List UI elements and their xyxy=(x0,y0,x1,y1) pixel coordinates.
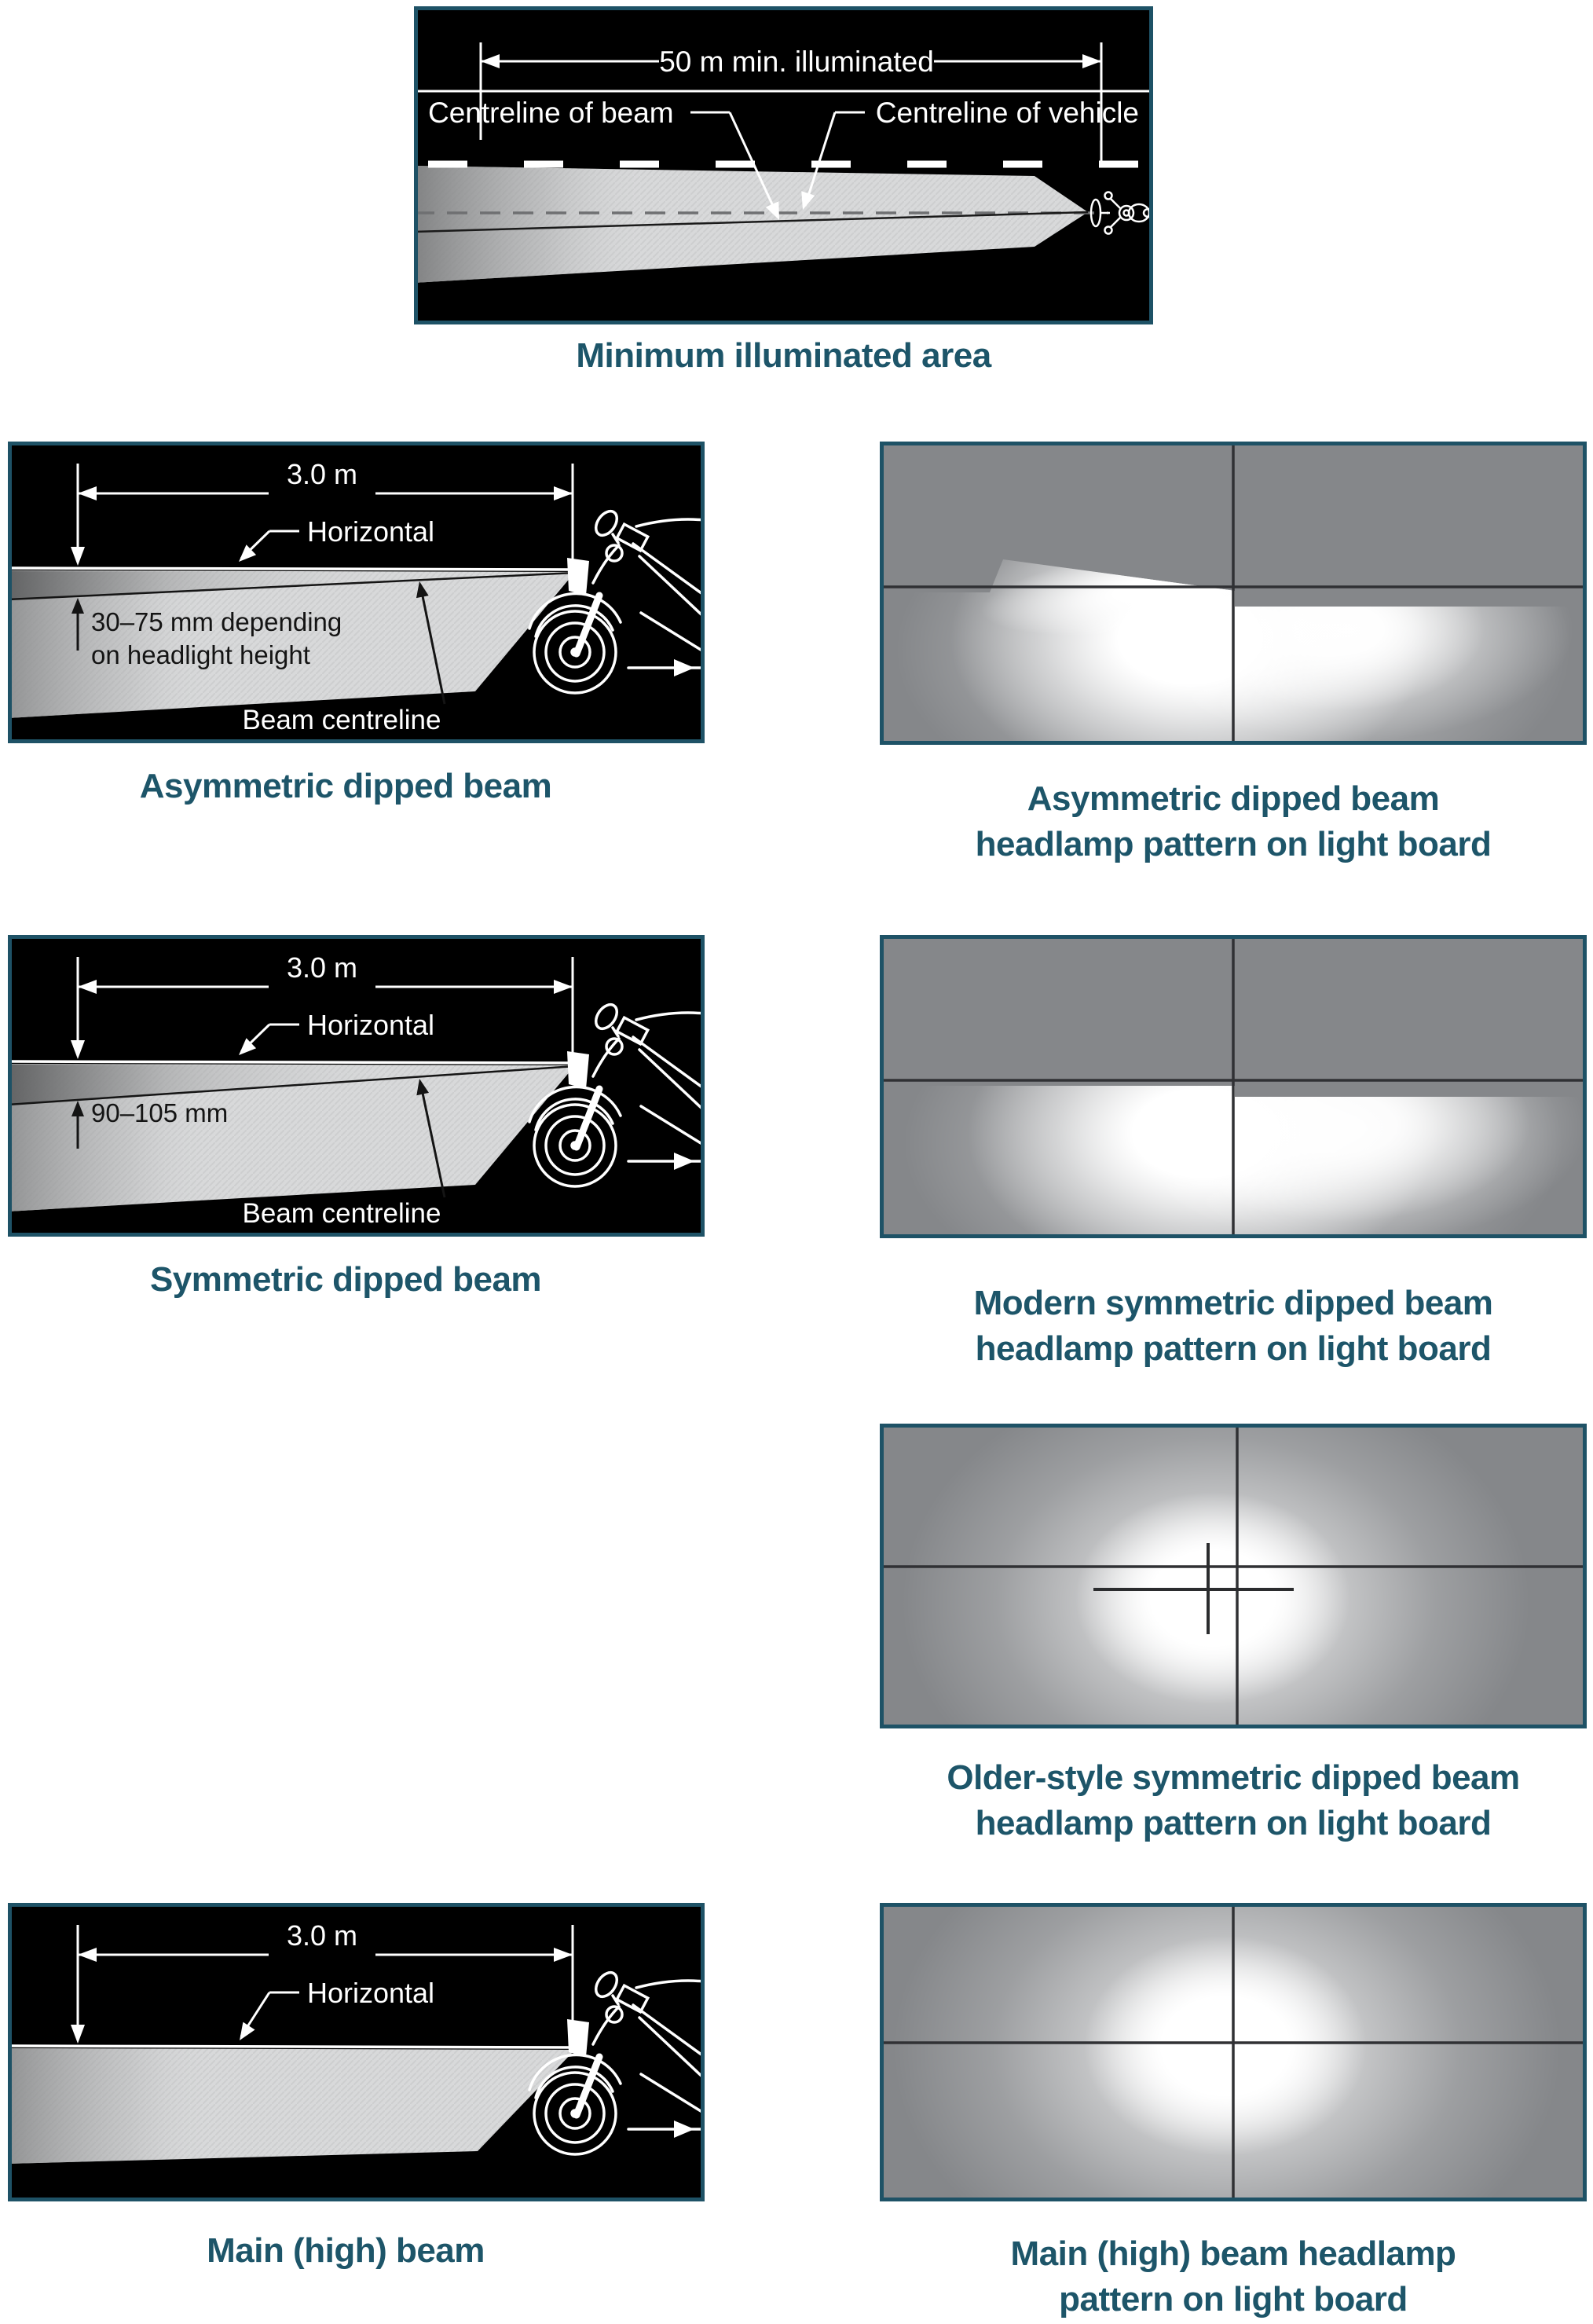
modern-symmetric-board-caption xyxy=(880,1281,1587,1372)
main-beam-diagram xyxy=(8,1903,705,2201)
older-symmetric-board-caption-line1: Older-style symmetric dipped beam xyxy=(947,1758,1520,1797)
symmetric-dipped-beam-diagram xyxy=(8,935,705,1237)
modern-symmetric-pattern-board xyxy=(880,935,1587,1238)
modern-symmetric-pattern-diagram xyxy=(880,935,1587,1238)
main-beam-pattern-diagram xyxy=(880,1903,1587,2201)
older-beam-glow xyxy=(902,1424,1530,1728)
drop-range-label-line2: on headlight height xyxy=(91,640,310,669)
horizontal-reference-line xyxy=(8,1061,578,1063)
symmetric-dipped-beam-panel xyxy=(8,935,705,1237)
main-beam-panel xyxy=(8,1903,705,2201)
main-beam-board-caption-line2: pattern on light board xyxy=(1059,2280,1408,2319)
asymmetric-board-caption-line2: headlamp pattern on light board xyxy=(975,825,1492,864)
minimum-illuminated-area-caption: Minimum illuminated area xyxy=(576,336,991,375)
dimension-3m-label: 3.0 m xyxy=(286,951,358,984)
dimension-3m-label: 3.0 m xyxy=(286,1919,358,1952)
asymmetric-pattern-board xyxy=(880,442,1587,745)
drop-range-label-line1: 30–75 mm depending xyxy=(91,607,342,636)
minimum-illuminated-area-panel xyxy=(414,6,1153,324)
asymmetric-dipped-beam-panel xyxy=(8,442,705,743)
horizontal-label: Horizontal xyxy=(306,1009,435,1041)
horizontal-label: Horizontal xyxy=(306,515,435,548)
horizontal-reference-line xyxy=(8,2046,578,2047)
minimum-illuminated-area-diagram xyxy=(414,6,1153,324)
asymmetric-board-caption xyxy=(880,776,1587,867)
asymmetric-board-caption-line1: Asymmetric dipped beam xyxy=(1027,779,1440,818)
dimension-3m-label: 3.0 m xyxy=(286,458,358,490)
main-beam-board-caption-line1: Main (high) beam headlamp xyxy=(1010,2234,1456,2273)
horizontal-reference-line xyxy=(8,568,578,570)
beam-centreline-label: Beam centreline xyxy=(242,705,441,735)
main-beam-caption: Main (high) beam xyxy=(207,2231,485,2270)
modern-symmetric-board-caption-line1: Modern symmetric dipped beam xyxy=(973,1284,1493,1322)
dimension-50m-label: 50 m min. illuminated xyxy=(659,46,934,78)
modern-symmetric-board-caption-line2: headlamp pattern on light board xyxy=(975,1329,1492,1369)
asymmetric-dipped-beam-caption: Asymmetric dipped beam xyxy=(139,767,552,805)
older-symmetric-board-caption-line2: headlamp pattern on light board xyxy=(975,1804,1492,1843)
older-symmetric-board-caption xyxy=(880,1755,1587,1846)
asymmetric-pattern-diagram xyxy=(880,442,1587,745)
beam-centreline-label: Beam centreline xyxy=(242,1198,441,1229)
horizontal-label: Horizontal xyxy=(306,1977,435,2009)
drop-range-label: 90–105 mm xyxy=(91,1098,229,1127)
main-beam-glow xyxy=(893,1903,1561,2201)
older-symmetric-pattern-diagram xyxy=(880,1424,1587,1728)
centreline-of-beam-label: Centreline of beam xyxy=(428,97,674,129)
asymmetric-dipped-beam-diagram xyxy=(8,442,705,743)
centreline-of-vehicle-label: Centreline of vehicle xyxy=(875,97,1139,129)
main-beam-board-caption xyxy=(880,2231,1587,2322)
main-beam-pattern-board xyxy=(880,1903,1587,2201)
older-symmetric-pattern-board xyxy=(880,1424,1587,1728)
symmetric-dipped-beam-caption: Symmetric dipped beam xyxy=(149,1260,542,1299)
